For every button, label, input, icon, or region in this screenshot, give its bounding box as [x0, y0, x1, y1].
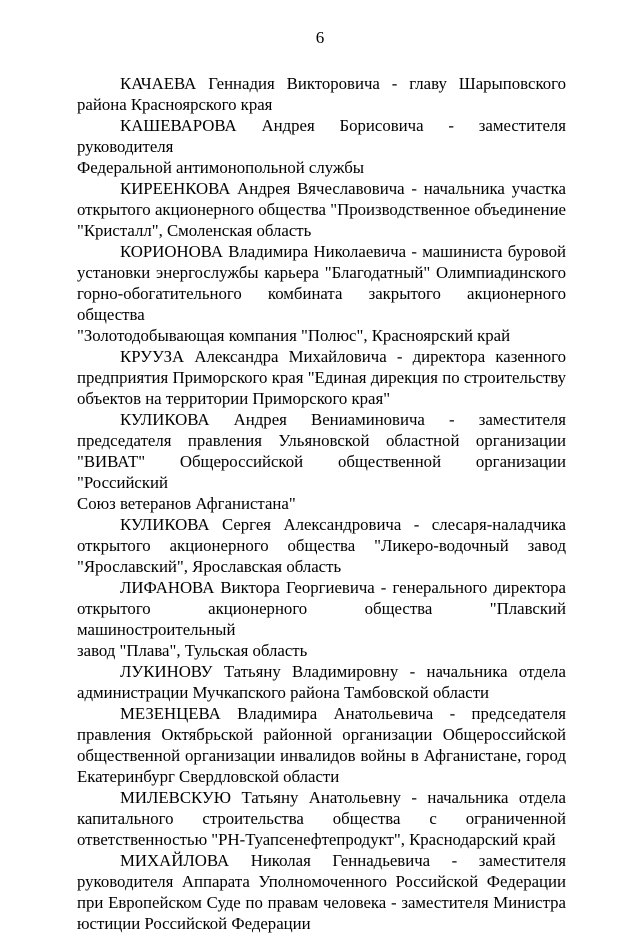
entry-heading-line: КРУУЗА Александра Михайловича - директора казенного — [120, 347, 566, 366]
entry-line: Союз ветеранов Афганистана" — [77, 494, 296, 513]
list-item — [77, 73, 566, 115]
list-item — [77, 661, 566, 703]
entry-line: председателя правления Ульяновской областной организации — [77, 431, 566, 450]
entry-heading-line: КУЛИКОВА Сергея Александровича - слесаря-наладчика — [120, 515, 566, 534]
entry-heading-line: КАЧАЕВА Геннадия Викторовича - главу Шарыповского — [120, 74, 566, 93]
list-item — [77, 346, 566, 409]
page-number: 6 — [315, 28, 325, 47]
list-item — [77, 409, 566, 514]
list-item — [77, 514, 566, 577]
entry-heading-line: ЛИФАНОВА Виктора Георгиевича - генерального директора — [120, 578, 566, 597]
entry-line: открытого акционерного общества "Ликеро-водочный завод — [77, 536, 566, 555]
entry-heading-line: МИЛЕВСКУЮ Татьяну Анатольевну - начальника отдела — [120, 788, 566, 807]
entry-line: юстиции Российской Федерации — [77, 914, 311, 933]
entry-heading-line: КУЛИКОВА Андрея Вениаминовича - заместителя — [120, 410, 566, 429]
entry-line: завод "Плава", Тульская область — [77, 641, 308, 660]
award-list — [77, 73, 566, 934]
list-item — [77, 115, 566, 178]
entry-line: открытого акционерного общества "Производственное объединение — [77, 200, 566, 219]
entry-line: ответственностью "РН-Туапсенефтепродукт", Краснодарский край — [77, 830, 556, 849]
entry-line: объектов на территории Приморского края" — [77, 389, 391, 408]
list-item — [77, 241, 566, 346]
entry-line: горно-обогатительного комбината закрытого акционерного общества — [77, 284, 566, 324]
entry-line: "Кристалл", Смоленская область — [77, 221, 312, 240]
entry-line: "Ярославский", Ярославская область — [77, 557, 342, 576]
entry-heading-line: КАШЕВАРОВА Андрея Борисовича - заместителя руководителя — [77, 116, 566, 156]
list-item — [77, 850, 566, 934]
entry-line: администрации Мучкапского района Тамбовской области — [77, 683, 490, 702]
entry-line: предприятия Приморского края "Единая дирекция по строительству — [77, 368, 566, 387]
entry-line: "Золотодобывающая компания "Полюс", Красноярский край — [77, 326, 511, 345]
entry-heading-line: КОРИОНОВА Владимира Николаевича - машиниста буровой — [120, 242, 566, 261]
entry-line: правления Октябрьской районной организации Общероссийской — [77, 725, 566, 744]
entry-line: Федеральной антимонопольной службы — [77, 158, 365, 177]
entry-line: капитального строительства общества с ограниченной — [77, 809, 566, 828]
entry-line: общественной организации инвалидов войны в Афганистане, город — [77, 746, 566, 765]
entry-line: руководителя Аппарата Уполномоченного Российской Федерации — [77, 872, 566, 891]
entry-heading-line: КИРЕЕНКОВА Андрея Вячеславовича - начальника участка — [120, 179, 566, 198]
entry-line: установки энергослужбы карьера "Благодатный" Олимпиадинского — [77, 263, 566, 282]
entry-line: открытого акционерного общества "Плавский машиностроительный — [77, 599, 566, 639]
list-item — [77, 703, 566, 787]
list-item — [77, 178, 566, 241]
list-item — [77, 787, 566, 850]
entry-line: района Красноярского края — [77, 95, 273, 114]
entry-line: Екатеринбург Свердловской области — [77, 767, 340, 786]
entry-heading-line: ЛУКИНОВУ Татьяну Владимировну - начальника отдела — [120, 662, 566, 681]
entry-heading-line: МИХАЙЛОВА Николая Геннадьевича - заместителя — [120, 851, 566, 870]
list-item — [77, 577, 566, 661]
entry-line: "ВИВАТ" Общероссийской общественной организации "Российский — [77, 452, 566, 492]
entry-heading-line: МЕЗЕНЦЕВА Владимира Анатольевича - председателя — [120, 704, 566, 723]
entry-line: при Европейском Суде по правам человека - заместителя Министра — [77, 893, 566, 912]
